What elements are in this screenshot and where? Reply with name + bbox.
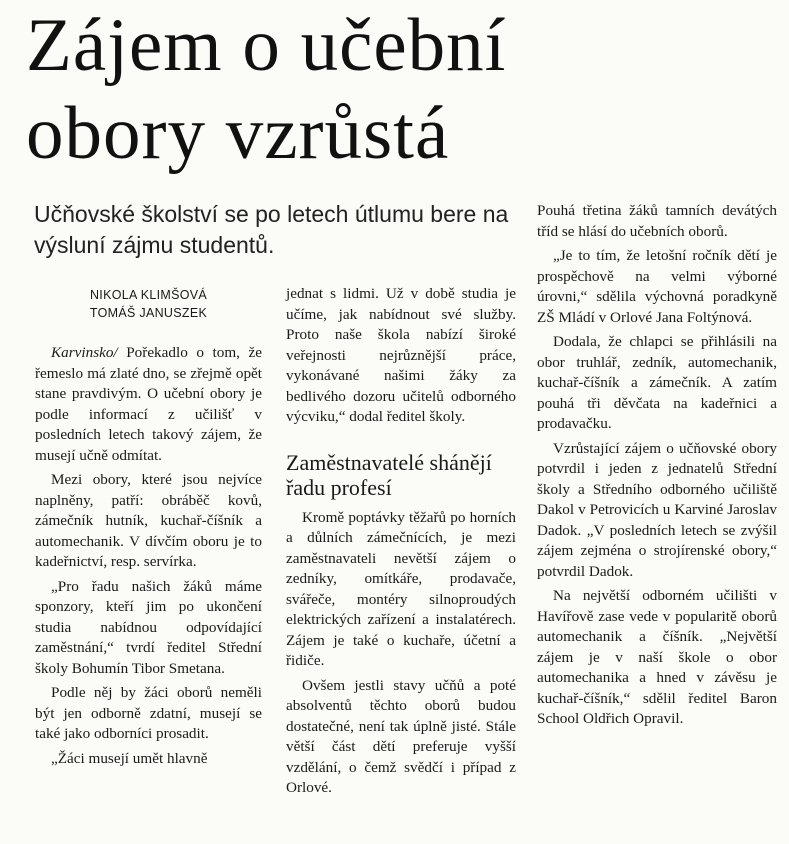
paragraph: Kromě poptávky těžařů po horních a důlních zámečnících, je mezi zaměstnavateli nevětší zájem o zedníky, omítkáře, prodavače, svářeče, montéry silnoproudých elektrických zařízení a instalatérech. Zájem je také o kuchaře, účetní a řidiče.: [286, 508, 516, 669]
paragraph: jednat s lidmi. Už v době studia je učíme, jak nabídnout své služby. Proto naše škola nabízí široké veřejnosti nejrůznější práce, vykonávané našimi žáky za bedlivého dozoru učitelů odborného výcviku,“ dodal ředitel školy.: [286, 285, 516, 425]
section-subheading: Zaměstnavatelé shánějí řadu profesí: [286, 449, 492, 500]
paragraph: Vzrůstající zájem o učňovské obory potvrdil i jeden z jednatelů Střední školy a Středního odborného učiliště Dakol v Petrovicích u Karviné Jaroslav Dadok. „V posledních letech se zvýšil zájem zejména o strojírenské obory,“ potvrdil Dadok.: [537, 439, 777, 580]
dateline-place: Karvinsko/: [51, 344, 118, 361]
paragraph: [35, 343, 262, 466]
byline: [35, 286, 262, 322]
article-column-3: [537, 201, 777, 730]
paragraph: Pouhá třetina žáků tamních devátých tříd se hlásí do učebních oborů.: [537, 202, 777, 240]
paragraph: Podle něj by žáci oborů neměli být jen odborně zdatní, musejí se také jako odborníci prosadit.: [35, 684, 262, 742]
headline: Zájem o učební obory vzrůstá: [26, 4, 507, 175]
article-column-1: [35, 343, 262, 769]
subhead: Učňovské školství se po letech útlumu bere na výsluní zájmu studentů.: [34, 201, 509, 258]
paragraph: „Je to tím, že letošní ročník dětí je prospěchově na velmi výborné úrovni,“ sdělila výchovná poradkyně ZŠ Mládí v Orlové Jana Foltýnová.: [537, 247, 777, 326]
author-name: NIKOLA KLIMŠOVÁ: [89, 288, 208, 302]
paragraph: Ovšem jestli stavy učňů a poté absolventů těchto oborů budou dostatečné, není tak úplně jisté. Stále větší část dětí preferuje vyšší vzdělání, o čemž svědčí i případ z Orlové.: [286, 676, 516, 796]
paragraph: Dodala, že chlapci se přihlásili na obor truhlář, zedník, automechanik, kuchař-číšník a zámečník. A zatím pouhá tři děvčata na kadeřnici a prodavačku.: [537, 333, 777, 432]
paragraph: „Pro řadu našich žáků máme sponzory, kteří jim po ukončení studia nabídnou odpovídající zaměstnání,“ tvrdí ředitel Střední školy Bohumín Tibor Smetana.: [35, 577, 262, 677]
author-name: TOMÁŠ JANUSZEK: [89, 306, 208, 320]
paragraph-text: Pořekadlo o tom, že řemeslo má zlaté dno, se zřejmě opět stane pravdivým. O učební obory je podle informací z učilišť v posledních letech takový zájem, že musejí učně odmítat.: [35, 344, 262, 464]
paragraph: Mezi obory, které jsou nejvíce naplněny, patří: obráběč kovů, zámečník hutník, kuchař-číšník a automechanik. V dívčím oboru je to kadeřnictví, resp. servírka.: [35, 471, 262, 570]
article-column-2: [286, 284, 516, 799]
paragraph: Na největší odborném učilišti v Havířově zase vede v popularitě oborů automechanik a číšník. „Největší zájem je v naší škole o obor automechanika a hned v závěsu je kuchař-číšník,“ sdělil ředitel Baron School Oldřich Opravil.: [537, 587, 777, 727]
paragraph: „Žáci musejí umět hlavně: [51, 749, 208, 767]
